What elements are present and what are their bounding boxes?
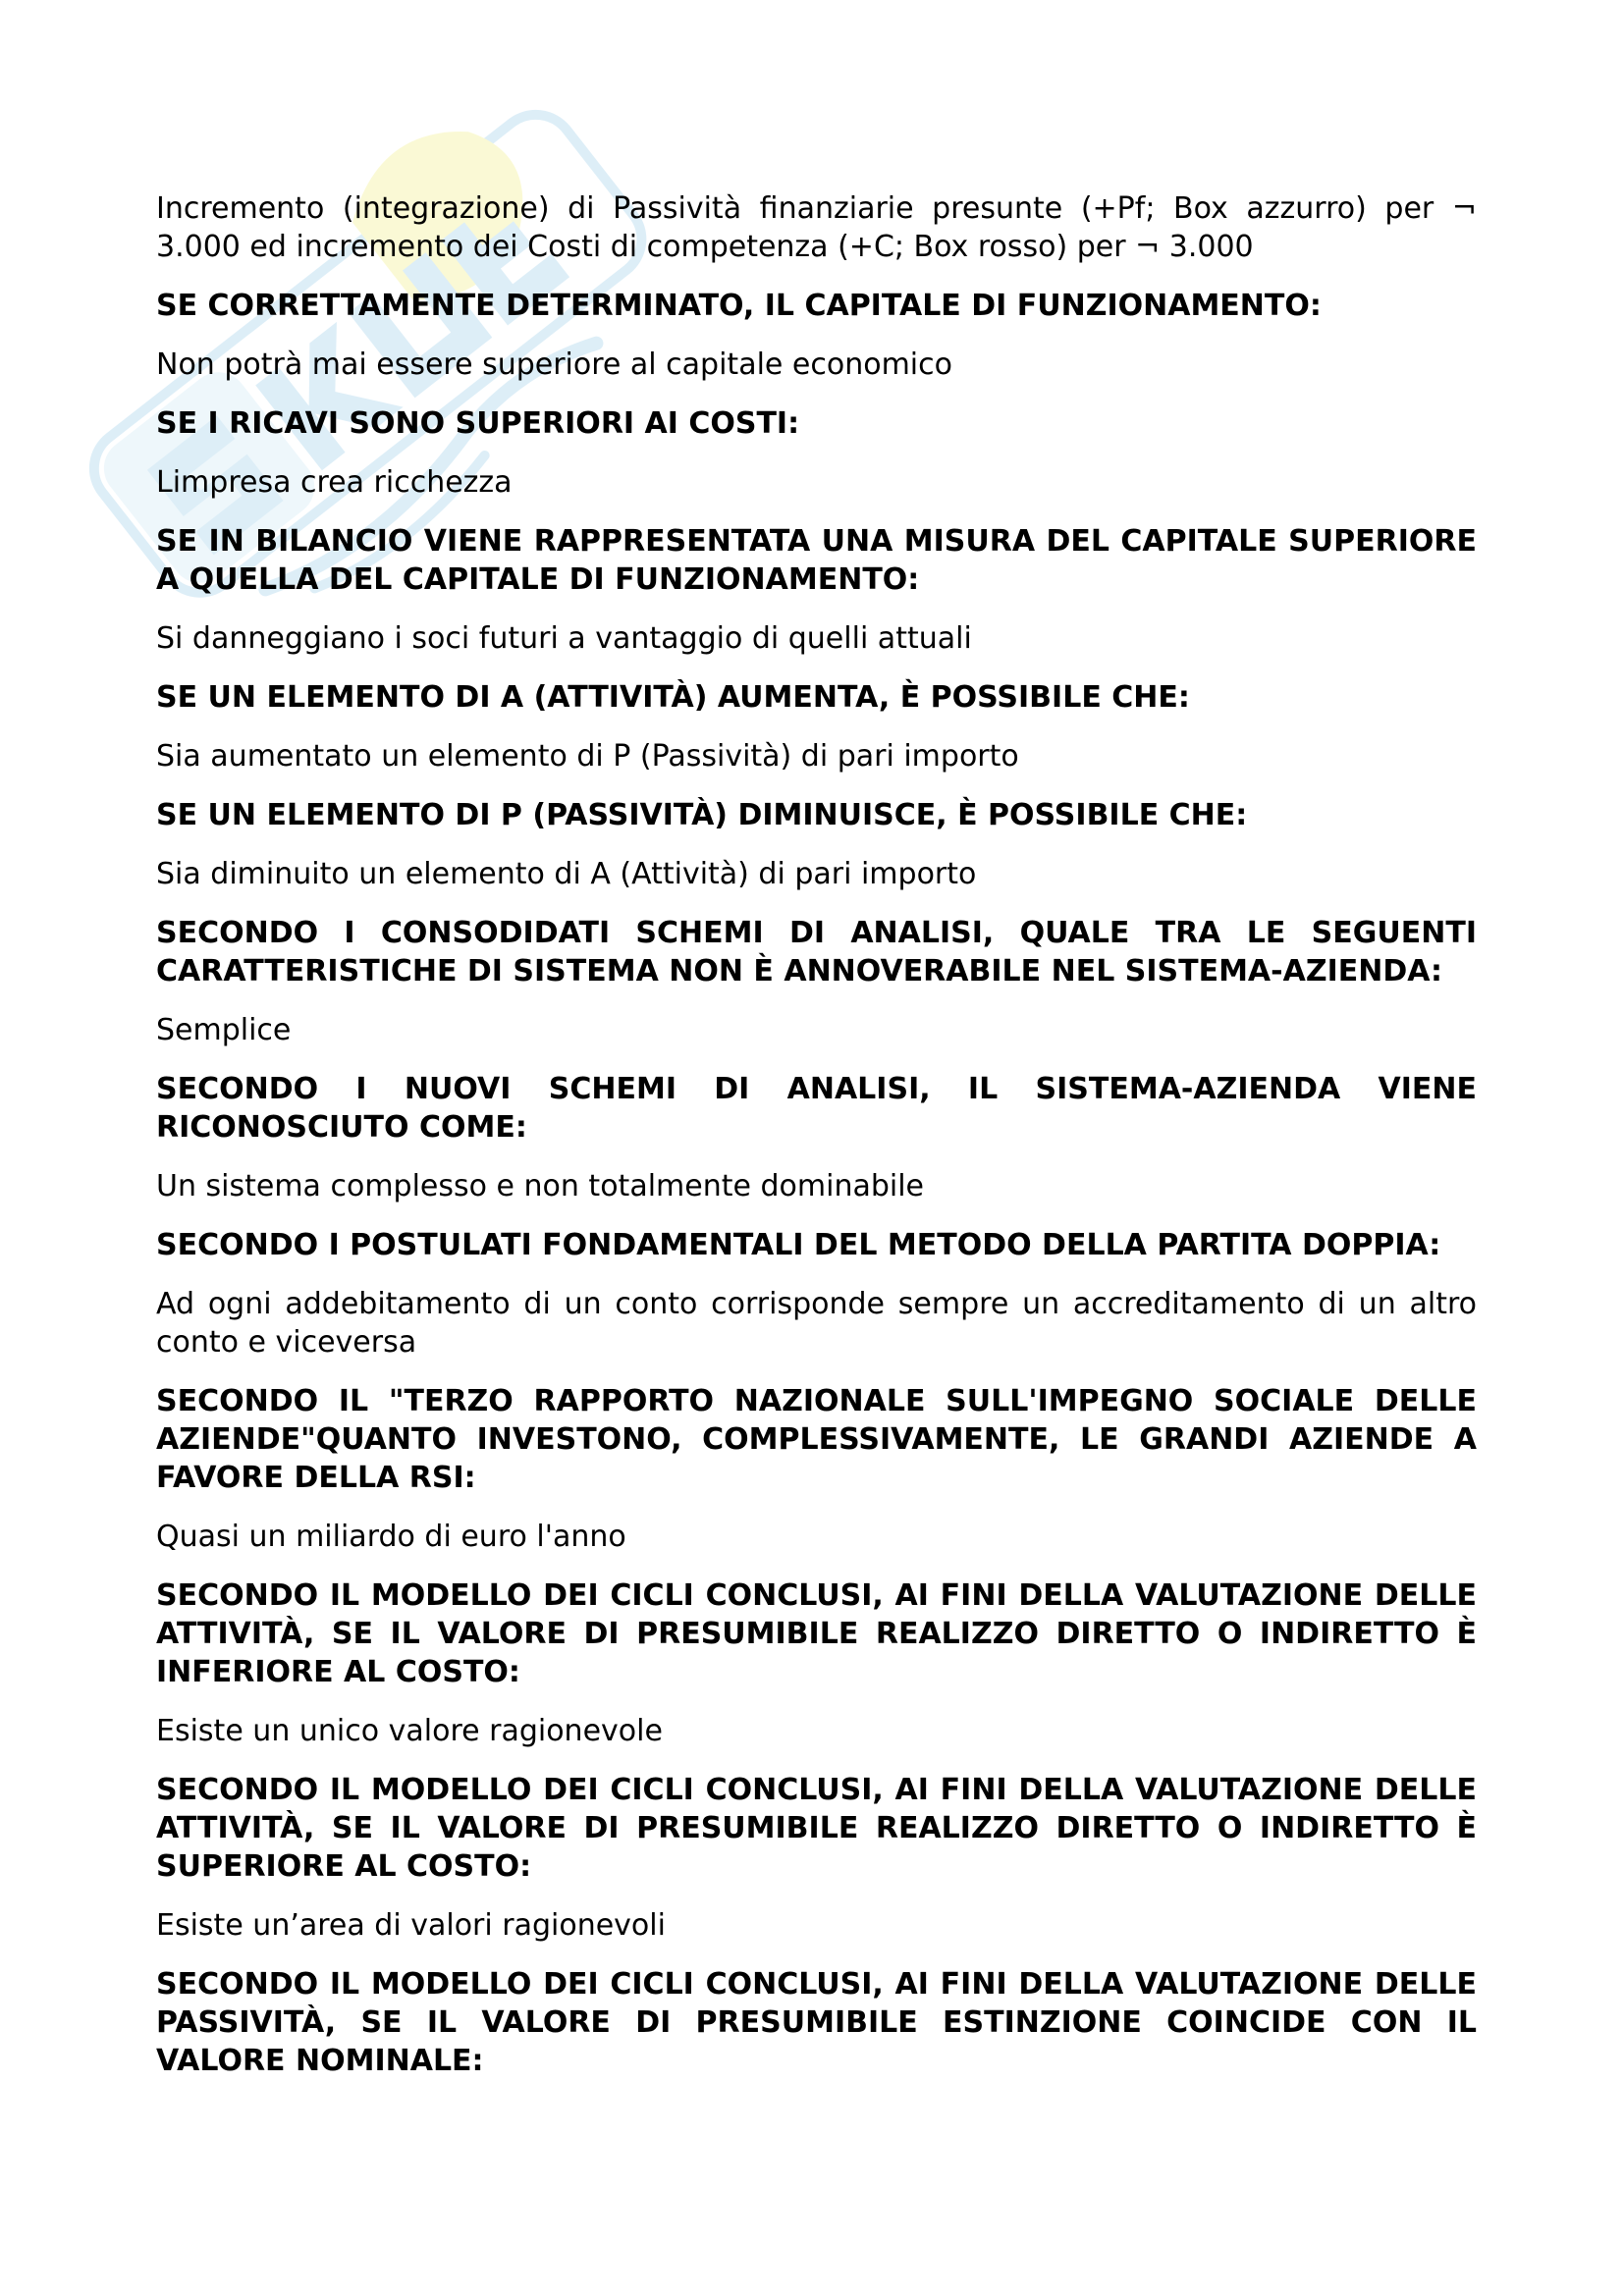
- question-heading: SE UN ELEMENTO DI P (PASSIVITÀ) DIMINUISCE, È POSSIBILE CHE:: [156, 798, 1248, 832]
- question-heading: SECONDO IL MODELLO DEI CICLI CONCLUSI, AI FINI DELLA VALUTAZIONE DELLE PASSIVITÀ, SE IL VALORE DI PRESUMIBILE ESTINZIONE COINCIDE CON IL VALORE NOMINALE:: [156, 1967, 1477, 2078]
- answer-text: Limpresa crea ricchezza: [156, 465, 513, 500]
- answer-text: Ad ogni addebitamento di un conto corrisponde sempre un accreditamento di un altro conto e viceversa: [156, 1287, 1477, 1360]
- question-heading: SECONDO I NUOVI SCHEMI DI ANALISI, IL SISTEMA-AZIENDA VIENE RICONOSCIUTO COME:: [156, 1072, 1477, 1145]
- answer-text: Si danneggiano i soci futuri a vantaggio di quelli attuali: [156, 621, 972, 656]
- answer-text: Esiste un’area di valori ragionevoli: [156, 1908, 666, 1943]
- document-body: [156, 189, 1477, 2101]
- question-heading: SECONDO I CONSODIDATI SCHEMI DI ANALISI, QUALE TRA LE SEGUENTI CARATTERISTICHE DI SISTEMA NON È ANNOVERABILE NEL SISTEMA-AZIENDA:: [156, 916, 1477, 988]
- question-heading: SECONDO IL MODELLO DEI CICLI CONCLUSI, AI FINI DELLA VALUTAZIONE DELLE ATTIVITÀ, SE IL VALORE DI PRESUMIBILE REALIZZO DIRETTO O INDIRETTO È INFERIORE AL COSTO:: [156, 1578, 1477, 1689]
- question-heading: SECONDO I POSTULATI FONDAMENTALI DEL METODO DELLA PARTITA DOPPIA:: [156, 1228, 1441, 1262]
- answer-text: Semplice: [156, 1013, 292, 1047]
- answer-text: Incremento (integrazione) di Passività finanziarie presunte (+Pf; Box azzurro) per ¬ 3.000 ed incremento dei Costi di competenza (+C; Box rosso) per ¬ 3.000: [156, 191, 1477, 264]
- answer-text: Non potrà mai essere superiore al capitale economico: [156, 347, 952, 382]
- question-heading: SECONDO IL MODELLO DEI CICLI CONCLUSI, AI FINI DELLA VALUTAZIONE DELLE ATTIVITÀ, SE IL VALORE DI PRESUMIBILE REALIZZO DIRETTO O INDIRETTO È SUPERIORE AL COSTO:: [156, 1773, 1477, 1884]
- question-heading: SE IN BILANCIO VIENE RAPPRESENTATA UNA MISURA DEL CAPITALE SUPERIORE A QUELLA DEL CAPITALE DI FUNZIONAMENTO:: [156, 524, 1477, 597]
- question-heading: SECONDO IL "TERZO RAPPORTO NAZIONALE SULL'IMPEGNO SOCIALE DELLE AZIENDE"QUANTO INVESTONO, COMPLESSIVAMENTE, LE GRANDI AZIENDE A FAVORE DELLA RSI:: [156, 1384, 1477, 1495]
- answer-text: Sia diminuito un elemento di A (Attività) di pari importo: [156, 857, 977, 891]
- answer-text: Sia aumentato un elemento di P (Passività) di pari importo: [156, 739, 1019, 774]
- answer-text: Esiste un unico valore ragionevole: [156, 1714, 663, 1748]
- answer-text: Quasi un miliardo di euro l'anno: [156, 1520, 626, 1554]
- question-heading: SE CORRETTAMENTE DETERMINATO, IL CAPITALE DI FUNZIONAMENTO:: [156, 289, 1322, 323]
- question-heading: SE UN ELEMENTO DI A (ATTIVITÀ) AUMENTA, È POSSIBILE CHE:: [156, 680, 1190, 715]
- answer-text: Un sistema complesso e non totalmente dominabile: [156, 1169, 925, 1203]
- question-heading: SE I RICAVI SONO SUPERIORI AI COSTI:: [156, 406, 800, 441]
